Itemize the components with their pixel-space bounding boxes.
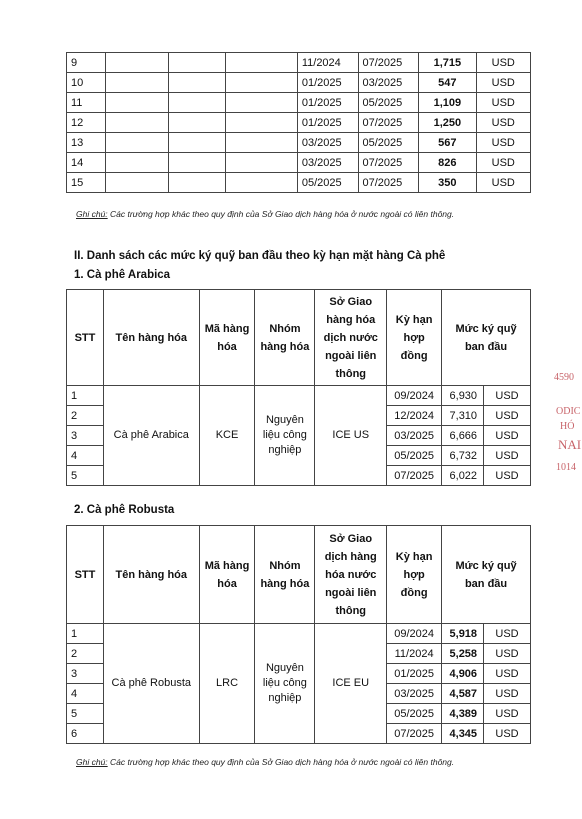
table-row [67,153,531,173]
cell-to: 07/2025 [358,153,419,173]
cell-currency: USD [476,73,530,93]
table-row [67,133,531,153]
header-name: Tên hàng hóa [103,290,199,386]
cell-product-code: LRC [199,624,255,744]
cell-product-name: Cà phê Robusta [103,624,199,744]
header-code: Mã hàng hóa [199,290,255,386]
header-term: Kỳ hạn hợp đồng [387,526,442,624]
cell-empty [106,153,168,173]
cell-currency: USD [476,53,530,73]
cell-currency: USD [484,406,531,426]
cell-empty [225,93,297,113]
cell-currency: USD [476,153,530,173]
cell-to: 07/2025 [358,53,419,73]
cell-empty [225,73,297,93]
cell-stt: 2 [67,406,104,426]
header-stt: STT [67,526,104,624]
cell-stt: 14 [67,153,106,173]
cell-stt: 2 [67,644,104,664]
cell-from: 05/2025 [297,173,358,193]
cell-margin: 6,666 [442,426,484,446]
cell-from: 03/2025 [297,133,358,153]
cell-term: 09/2024 [387,386,442,406]
cell-empty [225,173,297,193]
cell-stt: 11 [67,93,106,113]
cell-stt: 9 [67,53,106,73]
cell-empty [225,53,297,73]
cell-empty [168,153,225,173]
cell-from: 01/2025 [297,113,358,133]
cell-currency: USD [484,724,531,744]
cell-margin: 6,930 [442,386,484,406]
cell-from: 11/2024 [297,53,358,73]
header-group: Nhóm hàng hóa [255,526,315,624]
cell-margin: 567 [419,133,476,153]
cell-margin: 4,389 [442,704,484,724]
note-1: Ghi chú: Các trường hợp khác theo quy định của Sở Giao dịch hàng hóa ở nước ngoài có liên thông. [76,209,455,219]
cell-currency: USD [484,466,531,486]
cell-stt: 3 [67,426,104,446]
cell-from: 03/2025 [297,153,358,173]
cell-currency: USD [476,173,530,193]
cell-stt: 4 [67,446,104,466]
cell-stt: 13 [67,133,106,153]
cell-margin: 4,906 [442,664,484,684]
robusta-title: 2. Cà phê Robusta [74,504,175,516]
cell-empty [168,173,225,193]
cell-product-name: Cà phê Arabica [103,386,199,486]
cell-currency: USD [484,644,531,664]
cell-to: 03/2025 [358,73,419,93]
cell-currency: USD [476,133,530,153]
table-row [67,386,531,406]
cell-from: 01/2025 [297,93,358,113]
cell-stt: 12 [67,113,106,133]
arabica-title: 1. Cà phê Arabica [74,269,171,281]
header-name: Tên hàng hóa [103,526,199,624]
arabica-table [66,289,531,486]
header-stt: STT [67,290,104,386]
cell-product-group: Nguyên liệu công nghiệp [255,624,315,744]
table-row [67,624,531,644]
stamp-fragment: 4590 ODIC HÓ NAI 1014 [554,372,582,473]
cell-stt: 1 [67,624,104,644]
cell-margin: 5,918 [442,624,484,644]
cell-stt: 6 [67,724,104,744]
cell-empty [106,133,168,153]
cell-term: 05/2025 [387,446,442,466]
table-row [67,113,531,133]
cell-currency: USD [484,446,531,466]
header-margin: Mức ký quỹ ban đầu [442,290,531,386]
cell-to: 07/2025 [358,113,419,133]
cell-margin: 547 [419,73,476,93]
table-continued [66,52,531,193]
cell-empty [106,173,168,193]
cell-from: 01/2025 [297,73,358,93]
cell-empty [168,113,225,133]
cell-empty [106,93,168,113]
cell-product-code: KCE [199,386,255,486]
cell-margin: 6,732 [442,446,484,466]
cell-empty [225,153,297,173]
cell-stt: 5 [67,466,104,486]
cell-term: 07/2025 [387,724,442,744]
header-margin: Mức ký quỹ ban đầu [442,526,531,624]
cell-term: 03/2025 [387,426,442,446]
cell-to: 05/2025 [358,93,419,113]
cell-currency: USD [484,704,531,724]
cell-stt: 4 [67,684,104,704]
cell-currency: USD [484,386,531,406]
cell-exchange: ICE EU [315,624,387,744]
note-2: Ghi chú: Các trường hợp khác theo quy định của Sở Giao dịch hàng hóa ở nước ngoài có liên thông. [76,757,455,767]
cell-stt: 1 [67,386,104,406]
table-row [67,53,531,73]
cell-currency: USD [484,664,531,684]
cell-margin: 6,022 [442,466,484,486]
header-term: Kỳ hạn hợp đồng [387,290,442,386]
cell-empty [168,53,225,73]
section-2-title: II. Danh sách các mức ký quỹ ban đầu theo kỳ hạn mặt hàng Cà phê [74,250,446,262]
cell-exchange: ICE US [315,386,387,486]
cell-margin: 5,258 [442,644,484,664]
cell-empty [225,133,297,153]
cell-term: 09/2024 [387,624,442,644]
cell-stt: 15 [67,173,106,193]
cell-empty [168,73,225,93]
cell-term: 11/2024 [387,644,442,664]
table-row [67,173,531,193]
header-code: Mã hàng hóa [199,526,255,624]
cell-empty [106,113,168,133]
cell-margin: 1,250 [419,113,476,133]
cell-empty [106,53,168,73]
cell-empty [168,93,225,113]
cell-currency: USD [484,426,531,446]
header-group: Nhóm hàng hóa [255,290,315,386]
header-exchange: Sở Giao dịch hàng hóa nước ngoài liên thông [315,526,387,624]
cell-to: 07/2025 [358,173,419,193]
table-row [67,93,531,113]
cell-term: 07/2025 [387,466,442,486]
table-row [67,73,531,93]
header-exchange: Sở Giao hàng hóa dịch nước ngoài liên thông [315,290,387,386]
cell-currency: USD [476,113,530,133]
cell-stt: 3 [67,664,104,684]
cell-margin: 1,715 [419,53,476,73]
cell-currency: USD [484,624,531,644]
cell-term: 03/2025 [387,684,442,704]
robusta-table [66,525,531,744]
cell-stt: 10 [67,73,106,93]
cell-currency: USD [484,684,531,704]
cell-margin: 826 [419,153,476,173]
cell-margin: 7,310 [442,406,484,426]
cell-margin: 4,587 [442,684,484,704]
cell-empty [168,133,225,153]
cell-stt: 5 [67,704,104,724]
cell-currency: USD [476,93,530,113]
cell-margin: 1,109 [419,93,476,113]
cell-term: 01/2025 [387,664,442,684]
cell-product-group: Nguyên liệu công nghiệp [255,386,315,486]
cell-margin: 350 [419,173,476,193]
cell-to: 05/2025 [358,133,419,153]
cell-term: 12/2024 [387,406,442,426]
cell-empty [225,113,297,133]
cell-empty [106,73,168,93]
cell-term: 05/2025 [387,704,442,724]
cell-margin: 4,345 [442,724,484,744]
